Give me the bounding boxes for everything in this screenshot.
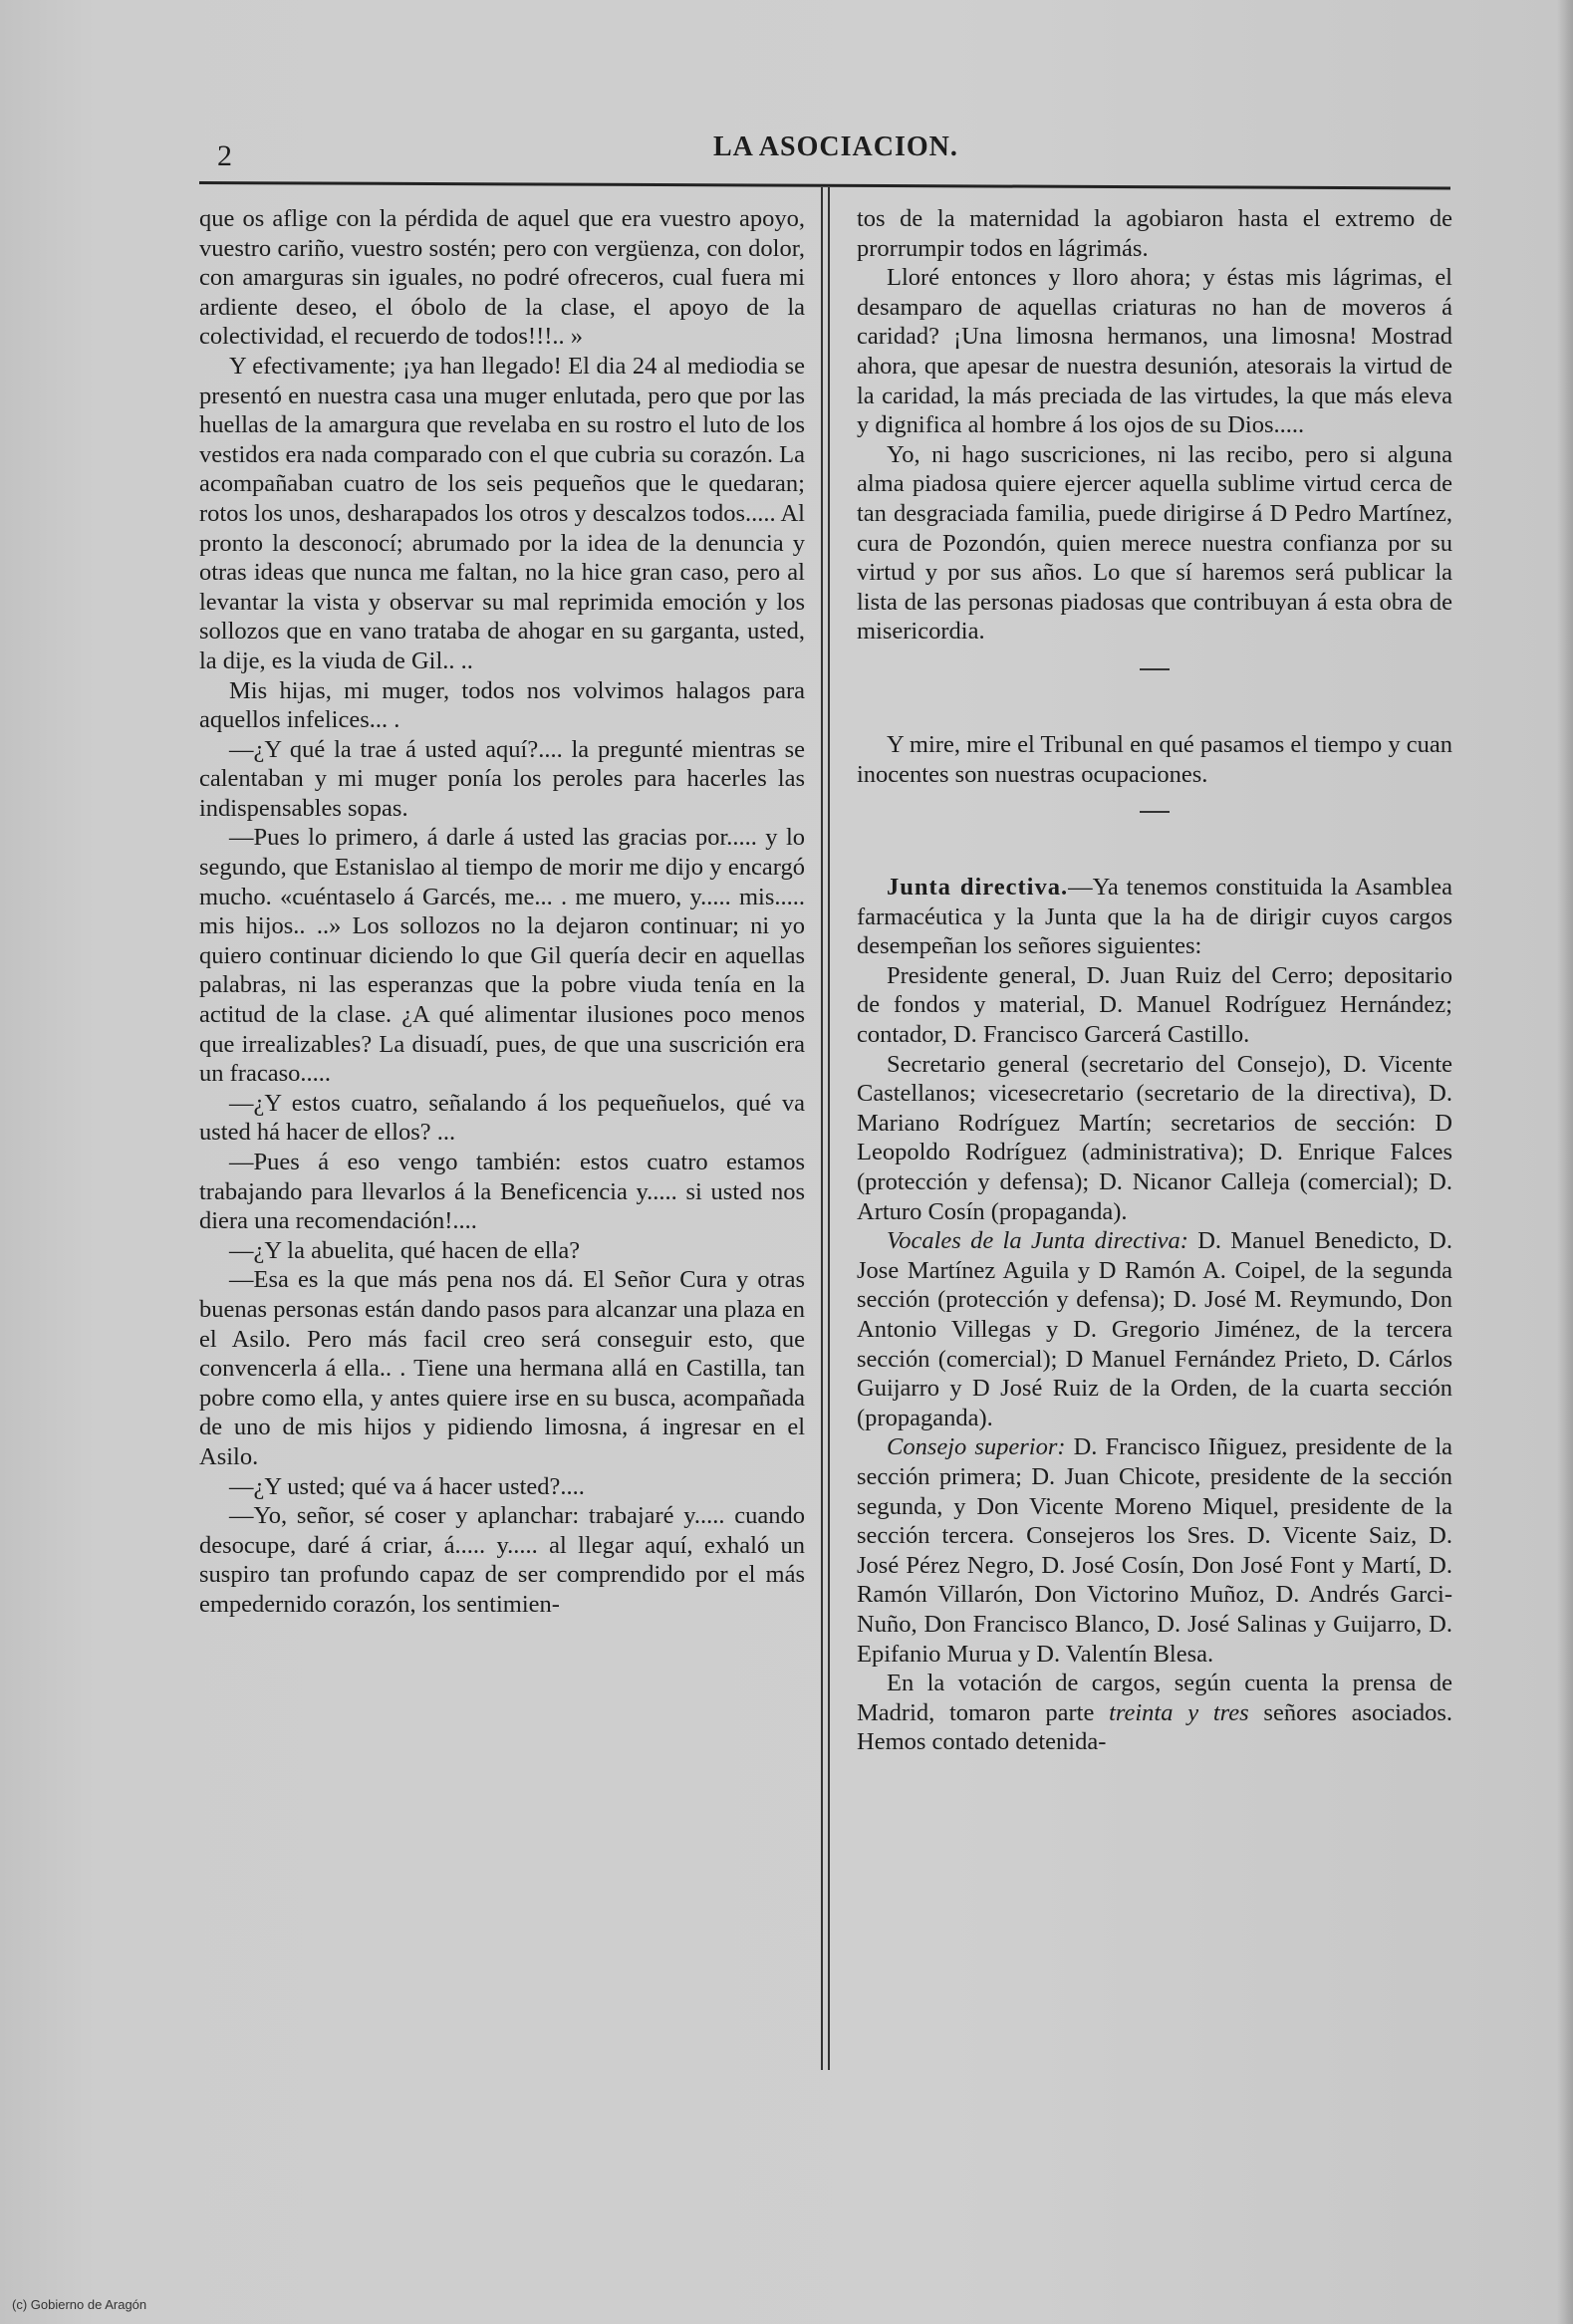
right-paragraph: Lloré entonces y lloro ahora; y éstas mis lágrimas, el desamparo de aquellas criaturas no han de moveros á caridad? ¡Una limosna hermanos, una limosna! Mostrad ahora, que apesar de nuestra desunión, atesorais la virtud de la caridad, la más preciada de las virtudes, la que más eleva y dignifica al hombre á los ojos de su Dios..... (857, 264, 1452, 439)
junta-directiva-heading: Junta directiva. (887, 874, 1069, 902)
tribunal-note: Y mire, mire el Tribunal en qué pasamos el tiempo y cuan inocentes son nuestras ocupaciones. (857, 730, 1452, 788)
left-paragraph: —¿Y qué la trae á usted aquí?.... la pregunté mientras se calentaban y mi muger ponía los peroles para hacerles las indispensables sopas. (199, 735, 805, 822)
consejo-text: D. Francisco Iñiguez, presidente de la sección primera; D. Juan Chicote, presidente de la sección segunda, y Don Vicente Moreno Miquel, presidente de la sección tercera. Consejeros los Sres. D. Vicente Saiz, D. José Pérez Negro, D. José Cosín, Don José Font y Martí, D. Ramón Villarón, Don Victorino Muñoz, D. Andrés Garci-Nuño, Don Francisco Blanco, D. José Salinas y Guijarro, D. Epifanio Murua y D. Valentín Blesa. (857, 1433, 1452, 1668)
left-paragraph: —Yo, señor, sé coser y aplanchar: trabajaré y..... cuando desocupe, daré á criar, á..... y..... al llegar aquí, exhaló un suspiro tan profundo capaz de ser comprendido por el más empedernido corazón, los sentimien- (199, 1502, 805, 1618)
left-paragraph: —Pues á eso vengo también: estos cuatro estamos trabajando para llevarlos á la Beneficencia y..... si usted nos diera una recomendación!.... (199, 1149, 805, 1235)
copyright-credit: (c) Gobierno de Aragón (12, 2297, 147, 2312)
section-separator (1140, 811, 1170, 813)
section-separator (1140, 668, 1170, 670)
vocales-paragraph (857, 1226, 1452, 1432)
consejo-paragraph (857, 1432, 1452, 1669)
votacion-italic: treinta y tres (1109, 1698, 1249, 1726)
left-paragraph: que os aflige con la pérdida de aquel que era vuestro apoyo, vuestro cariño, vuestro sostén; pero con vergüenza, con dolor, con amarguras sin iguales, no podré ofreceros, cual fuera mi ardiente deseo, el óbolo de la clase, el apoyo de la colectividad, el recuerdo de todos!!!.. » (199, 205, 805, 351)
running-head-title: LA ASOCIACION. (713, 131, 958, 162)
right-paragraph: Presidente general, D. Juan Ruiz del Cerro; depositario de fondos y material, D. Manuel Rodríguez Hernández; contador, D. Francisco Garcerá Castillo. (857, 961, 1452, 1049)
spacer (857, 694, 1452, 730)
left-paragraph: Y efectivamente; ¡ya han llegado! El dia 24 al mediodia se presentó en nuestra casa una muger enlutada, pero que por las huellas de la amargura que revelaba en su rostro el luto de los vestidos era nada comparado con el que cubria su corazón. La acompañaban cuatro de los seis pequeños que le quedaran; rotos los unos, desharapados los otros y descalzos todos..... Al pronto la desconocí; abrumado por la idea de la denuncia y otras ideas que nunca me faltan, no la hice gran caso, pero al levantar la vista y observar su mal reprimida emoción y los sollozos que en vano trataba de ahogar en su garganta, usted, la dije, es la viuda de Gil.. .. (199, 352, 805, 674)
left-paragraph: —¿Y estos cuatro, señalando á los pequeñuelos, qué va usted há hacer de ellos? ... (199, 1089, 805, 1147)
right-paragraph: Yo, ni hago suscriciones, ni las recibo, pero si alguna alma piadosa quiere ejercer aquella sublime virtud cerca de tan desgraciada familia, puede dirigirse á D Pedro Martínez, cura de Pozondón, quien merece nuestra confianza por su virtud y por sus años. Lo que sí haremos será publicar la lista de las personas piadosas que contribuyan á esta obra de misericordia. (857, 440, 1452, 646)
page-number: 2 (217, 139, 232, 172)
left-column (199, 204, 805, 1620)
left-paragraph: —¿Y usted; qué va á hacer usted?.... (229, 1472, 585, 1500)
column-divider-rule (828, 187, 830, 2070)
header-rule (199, 181, 1450, 189)
votacion-paragraph (857, 1669, 1452, 1757)
vocales-label: Vocales de la Junta directiva: (887, 1227, 1188, 1255)
column-divider-rule (821, 187, 823, 2070)
junta-intro-text: —Ya tenemos constituida la Asamblea farmacéutica y la Junta que la ha de dirigir cuyos cargos desempeñan los señores siguientes: (857, 874, 1452, 960)
left-paragraph: —¿Y la abuelita, qué hacen de ella? (229, 1236, 581, 1264)
page-edge-shadow (1557, 0, 1573, 2324)
right-paragraph: Secretario general (secretario del Consejo), D. Vicente Castellanos; vicesecretario (secretario de la directiva), D. Mariano Rodríguez Martín; secretarios de sección: D Leopoldo Rodríguez (administrativa); D. Enrique Falces (protección y defensa); D. Nicanor Calleja (comercial); D. Arturo Cosín (propaganda). (857, 1050, 1452, 1225)
spacer (857, 837, 1452, 873)
left-paragraph: Mis hijas, mi muger, todos nos volvimos halagos para aquellos infelices... . (199, 676, 805, 734)
left-paragraph: —Pues lo primero, á darle á usted las gracias por..... y lo segundo, que Estanislao al tiempo de morir me dijo y encargó mucho. «cuéntaselo á Garcés, me... . me muero, y..... mis..... mis hijos.. ..» Los sollozos no la dejaron continuar; ni yo quiero continuar diciendo lo que Gil quería decir en aquellas palabras, ni las esperanzas que la pobre viuda tenía en la actitud de la clase. ¿A qué alimentar ilusiones poco menos que irrealizables? La disuadí, pues, de que una suscrición era un fracaso..... (199, 824, 805, 1088)
votacion-end: señores asociados. Hemos contado detenida- (857, 1698, 1452, 1756)
right-column (857, 204, 1452, 1757)
consejo-label: Consejo superior: (887, 1433, 1066, 1461)
vocales-text: D. Manuel Benedicto, D. Jose Martínez Aguila y D Ramón A. Coipel, de la segunda sección (protección y defensa); D. José M. Reymundo, Don Antonio Villegas y D. Gregorio Jiménez, de la tercera sección (comercial); D Manuel Fernández Prieto, D. Cárlos Guijarro y D José Ruiz de la Orden, de la cuarta sección (propaganda). (857, 1227, 1452, 1431)
right-paragraph: tos de la maternidad la agobiaron hasta el extremo de prorrumpir todos en lágrimás. (857, 205, 1452, 262)
junta-directiva-paragraph (857, 873, 1452, 961)
left-paragraph: —Esa es la que más pena nos dá. El Señor Cura y otras buenas personas están dando pasos para alcanzar una plaza en el Asilo. Pero más facil creo será conseguir esto, que convencerla á ella.. . Tiene una hermana allá en Castilla, tan pobre como ella, y antes quiere irse en su busca, acompañada de uno de mis hijos y pidiendo limosna, á ingresar en el Asilo. (199, 1266, 805, 1470)
votacion-text: En la votación de cargos, según cuenta la prensa de Madrid, tomaron parte (857, 1670, 1452, 1726)
